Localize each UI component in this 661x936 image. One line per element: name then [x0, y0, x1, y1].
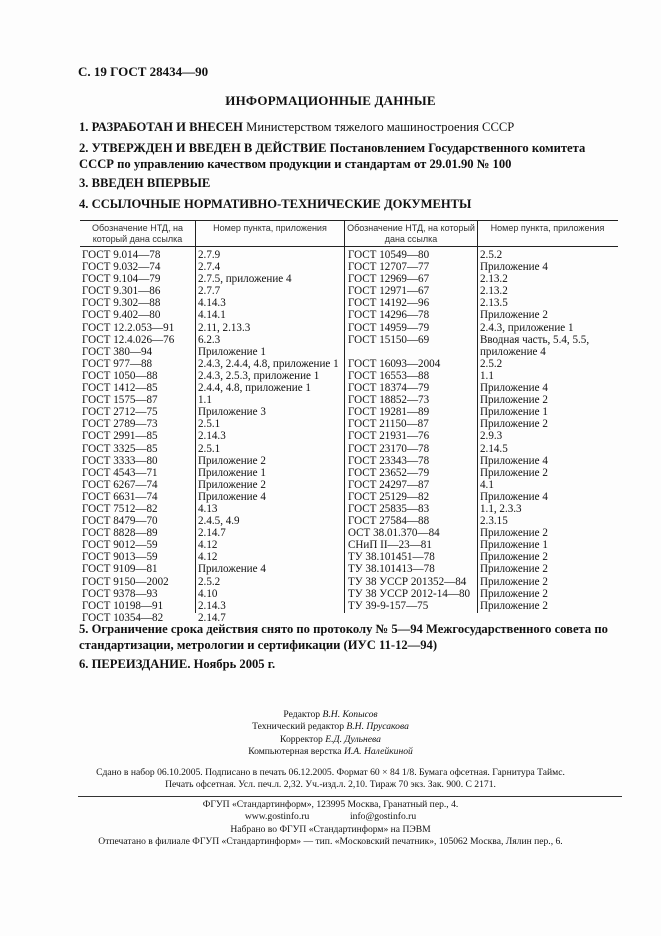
left-ntd-cell: ГОСТ 8479—70 — [82, 515, 158, 528]
right-item-cell: приложение 4 — [480, 345, 546, 358]
credit-role: Корректор — [280, 733, 323, 745]
left-item-cell: Приложение 2 — [198, 454, 266, 467]
right-ntd-cell: ТУ 38.101451—78 — [348, 551, 435, 564]
left-ntd-cell: ГОСТ 9150—2002 — [82, 575, 169, 588]
right-item-cell: Приложение 2 — [480, 418, 548, 431]
col-header-item-right: Номер пункта, приложения — [490, 223, 605, 233]
right-item-cell: Приложение 2 — [480, 599, 548, 612]
right-item-cell: 2.3.15 — [480, 515, 508, 528]
right-item-cell: Приложение 2 — [480, 575, 548, 588]
right-item-column — [480, 249, 589, 612]
left-item-cell: 2.5.1 — [198, 418, 221, 431]
right-item-cell: Приложение 2 — [480, 527, 548, 540]
left-item-column — [198, 249, 339, 624]
left-ntd-cell: ГОСТ 3325—85 — [82, 442, 158, 455]
right-item-cell: Приложение 2 — [480, 466, 548, 479]
right-item-cell: Приложение 4 — [480, 261, 548, 274]
right-item-cell: 4.1 — [480, 478, 494, 491]
item-6-number: 6. — [79, 657, 89, 671]
credits — [0, 709, 661, 759]
right-item-cell: Приложение 2 — [480, 563, 548, 576]
left-item-cell: Приложение 3 — [198, 406, 266, 419]
left-ntd-cell: ГОСТ 380—94 — [82, 345, 153, 358]
left-ntd-cell: ГОСТ 7512—82 — [82, 502, 158, 515]
left-ntd-cell: ГОСТ 9.014—78 — [82, 249, 161, 261]
left-ntd-cell: ГОСТ 8828—89 — [82, 527, 158, 540]
left-item-cell: Приложение 1 — [198, 345, 266, 358]
right-ntd-cell: ГОСТ 15150—69 — [348, 333, 430, 346]
right-ntd-cell: ГОСТ 12707—77 — [348, 261, 430, 274]
right-ntd-cell: ГОСТ 12971—67 — [348, 285, 430, 298]
right-ntd-cell: ГОСТ 18852—73 — [348, 394, 430, 407]
right-ntd-cell: ГОСТ 16553—88 — [348, 369, 430, 382]
right-ntd-cell: ОСТ 38.01.370—84 — [348, 527, 440, 540]
credit-name: И.А. Налейкиной — [343, 746, 413, 758]
right-ntd-cell: ГОСТ 12969—67 — [348, 273, 430, 286]
print-info-line-1: Сдано в набор 06.10.2005. Подписано в печать 06.12.2005. Формат 60 × 84 1/8. Бумага офсетная. Гарнитура Таймс. — [96, 767, 565, 778]
right-item-cell: Приложение 1 — [480, 406, 548, 419]
left-ntd-cell: ГОСТ 9.302—88 — [82, 297, 161, 310]
page-header: С. 19 ГОСТ 28434—90 — [78, 64, 209, 79]
item-2-bold: УТВЕРЖДЕН И ВВЕДЕН В ДЕЙСТВИЕ — [91, 141, 327, 155]
publisher-line-4: Отпечатано в филиале ФГУП «Стандартинформ» — тип. «Московский печатник», 105062 Москва, Лялин пер., 6. — [98, 836, 563, 848]
left-ntd-cell: ГОСТ 6267—74 — [82, 478, 158, 491]
left-ntd-cell: ГОСТ 10198—91 — [82, 599, 164, 612]
right-ntd-cell: ГОСТ 21150—87 — [348, 418, 429, 431]
left-ntd-cell: ГОСТ 9.104—79 — [82, 273, 161, 286]
left-item-cell: 2.11, 2.13.3 — [198, 321, 251, 334]
right-ntd-cell: ГОСТ 27584—88 — [348, 515, 430, 528]
left-ntd-cell: ГОСТ 9013—59 — [82, 551, 158, 564]
table-divider-1 — [195, 221, 196, 613]
left-ntd-cell: ГОСТ 4543—71 — [82, 466, 158, 479]
right-item-cell: Вводная часть, 5.4, 5.5, — [480, 333, 590, 346]
table-divider-2 — [344, 221, 345, 613]
left-item-cell: 2.14.3 — [198, 599, 226, 612]
right-ntd-cell: ТУ 38.101413—78 — [348, 563, 435, 576]
right-ntd-cell: ГОСТ 21931—76 — [348, 430, 430, 443]
credit-role: Редактор — [283, 709, 321, 720]
item-4-number: 4. — [79, 197, 89, 211]
right-item-cell: 2.13.5 — [480, 297, 508, 310]
table-divider-3 — [477, 221, 478, 613]
right-ntd-cell: ГОСТ 25129—82 — [348, 490, 430, 503]
left-ntd-cell: ГОСТ 6631—74 — [82, 490, 158, 503]
item-1-bold: РАЗРАБОТАН И ВНЕСЕН — [91, 120, 243, 134]
credit-role: Технический редактор — [252, 721, 344, 733]
right-item-cell: 2.14.5 — [480, 442, 508, 455]
left-ntd-cell: ГОСТ 9.032—74 — [82, 261, 161, 274]
credit-corrector — [0, 734, 661, 746]
left-ntd-cell: ГОСТ 977—88 — [82, 357, 153, 370]
right-item-cell: 1.1, 2.3.3 — [480, 502, 522, 515]
right-item-cell: Приложение 2 — [480, 309, 548, 322]
right-ntd-cell: ГОСТ 23343—78 — [348, 454, 430, 467]
item-5-number: 5. — [79, 622, 89, 636]
credit-name: В.Н. Прусакова — [346, 721, 409, 733]
publisher-line-1: ФГУП «Стандартинформ», 123995 Москва, Гранатный пер., 4. — [202, 799, 459, 810]
credit-editor — [0, 709, 661, 721]
left-item-cell: 4.14.3 — [198, 297, 226, 310]
left-ntd-cell: ГОСТ 2991—85 — [82, 430, 158, 443]
left-item-cell: 4.10 — [198, 587, 218, 600]
right-item-cell: 2.13.2 — [480, 285, 508, 298]
right-item-cell: 2.13.2 — [480, 273, 508, 286]
credit-role: Компьютерная верстка — [248, 746, 342, 758]
credit-name: В.Н. Копысов — [322, 709, 378, 720]
right-ntd-cell: ГОСТ 23170—78 — [348, 442, 430, 455]
left-item-cell: 2.7.5, приложение 4 — [198, 273, 292, 286]
left-item-cell: 2.4.3, 2.4.4, 4.8, приложение 1 — [198, 357, 339, 370]
left-item-cell: 2.4.3, 2.5.3, приложение 1 — [198, 369, 320, 382]
credit-tech-editor — [0, 721, 661, 733]
item-4 — [79, 197, 619, 213]
right-ntd-cell: ГОСТ 18374—79 — [348, 382, 430, 395]
item-1-number: 1. — [79, 120, 89, 134]
left-ntd-cell: ГОСТ 9109—81 — [82, 563, 158, 576]
right-ntd-cell: ГОСТ 14959—79 — [348, 321, 430, 334]
left-item-cell: Приложение 2 — [198, 478, 266, 491]
left-item-cell: 4.13 — [198, 502, 218, 515]
left-item-cell: 2.7.9 — [198, 249, 221, 261]
section-title: ИНФОРМАЦИОННЫЕ ДАННЫЕ — [225, 93, 436, 108]
references-table — [80, 220, 618, 624]
right-ntd-cell: ТУ 38 УССР 201352—84 — [348, 575, 467, 588]
right-item-cell: 2.4.3, приложение 1 — [480, 321, 574, 334]
right-ntd-cell: ГОСТ 23652—79 — [348, 466, 430, 479]
left-ntd-cell: ГОСТ 1050—88 — [82, 369, 158, 382]
item-1-text: Министерством тяжелого машиностроения СССР — [242, 120, 515, 134]
left-ntd-cell: ГОСТ 9.402—80 — [82, 309, 161, 322]
item-4-bold: ССЫЛОЧНЫЕ НОРМАТИВНО-ТЕХНИЧЕСКИЕ ДОКУМЕНТЫ — [91, 197, 472, 211]
right-ntd-cell: ГОСТ 14296—78 — [348, 309, 430, 322]
right-item-cell: Приложение 4 — [480, 454, 548, 467]
left-item-cell: 6.2.3 — [198, 333, 221, 346]
left-item-cell: 2.5.1 — [198, 442, 221, 455]
right-ntd-cell: ГОСТ 10549—80 — [348, 249, 430, 261]
left-item-cell: 4.14.1 — [198, 309, 226, 322]
right-ntd-column — [348, 249, 470, 612]
right-item-cell: Приложение 2 — [480, 551, 548, 564]
right-ntd-cell — [348, 346, 470, 358]
left-item-cell: 4.12 — [198, 551, 218, 564]
left-ntd-cell: ГОСТ 9012—59 — [82, 539, 158, 552]
right-ntd-cell: ТУ 39-9-157—75 — [348, 599, 429, 612]
left-ntd-cell: ГОСТ 12.2.053—91 — [82, 321, 175, 334]
left-ntd-cell: ГОСТ 9378—93 — [82, 587, 158, 600]
col-header-item-left: Номер пункта, приложения — [213, 223, 327, 233]
credit-layout — [0, 746, 661, 758]
right-ntd-cell: ТУ 38 УССР 2012-14—80 — [348, 587, 471, 600]
left-item-cell: 2.4.5, 4.9 — [198, 515, 240, 528]
left-ntd-cell: ГОСТ 12.4.026—76 — [82, 333, 175, 346]
right-item-cell: 2.9.3 — [480, 430, 503, 443]
right-ntd-cell: ГОСТ 14192—96 — [348, 297, 430, 310]
left-ntd-cell: ГОСТ 10354—82 — [82, 611, 164, 624]
col-header-ntd-left: Обозначение НТД, на который дана ссылка — [92, 223, 183, 244]
left-item-cell: 2.4.4, 4.8, приложение 1 — [198, 382, 311, 395]
print-info-line-2: Печать офсетная. Усл. печ.л. 2,32. Уч.-изд.л. 2,10. Тираж 70 экз. Зак. 900. С 2171. — [165, 779, 496, 791]
right-item-cell: Приложение 1 — [480, 539, 548, 552]
right-item-cell: 2.5.2 — [480, 357, 503, 370]
left-ntd-cell: ГОСТ 2789—73 — [82, 418, 158, 431]
left-item-cell: 2.14.7 — [198, 611, 226, 624]
right-item-cell: Приложение 4 — [480, 382, 548, 395]
footer-rule — [78, 796, 622, 797]
left-item-cell: 1.1 — [198, 394, 212, 407]
right-item-cell: 2.5.2 — [480, 249, 503, 261]
left-item-cell: 2.7.7 — [198, 285, 221, 298]
credit-name: Е.Д. Дульнева — [325, 733, 381, 745]
item-5 — [79, 622, 619, 653]
right-ntd-cell: ГОСТ 16093—2004 — [348, 357, 441, 370]
publisher-line-3: Набрано во ФГУП «Стандартинформ» на ПЭВМ — [230, 823, 431, 835]
item-3-bold: ВВЕДЕН ВПЕРВЫЕ — [91, 176, 211, 190]
item-1 — [79, 120, 619, 136]
item-3 — [79, 176, 619, 192]
left-ntd-cell: ГОСТ 3333—80 — [82, 454, 158, 467]
publisher-info — [0, 799, 661, 849]
right-item-cell: Приложение 2 — [480, 394, 548, 407]
right-ntd-cell: ГОСТ 25835—83 — [348, 502, 430, 515]
item-3-number: 3. — [79, 176, 89, 190]
left-item-cell: 2.7.4 — [198, 261, 221, 274]
item-6-text: ПЕРЕИЗДАНИЕ. Ноябрь 2005 г. — [91, 657, 276, 671]
left-item-cell: Приложение 4 — [198, 563, 266, 576]
item-2-number: 2. — [79, 141, 89, 155]
left-item-cell: 2.14.7 — [198, 527, 226, 540]
item-2-text: Постановлением Государственного комитета СССР по управлению качеством продукции и стандартам от 29.01.90 № 100 — [79, 141, 586, 171]
item-2 — [79, 141, 619, 172]
right-item-cell: Приложение 4 — [480, 490, 548, 503]
right-item-cell: 1.1 — [480, 369, 494, 382]
left-ntd-cell: ГОСТ 1412—85 — [82, 382, 158, 395]
table-header-rule — [80, 246, 618, 247]
left-item-cell: 4.12 — [198, 539, 218, 552]
right-ntd-cell: ГОСТ 19281—89 — [348, 406, 430, 419]
left-item-cell: Приложение 1 — [198, 466, 266, 479]
left-ntd-cell: ГОСТ 2712—75 — [82, 406, 158, 419]
right-item-cell: Приложение 2 — [480, 587, 548, 600]
left-item-cell: Приложение 4 — [198, 490, 266, 503]
left-item-cell: 2.5.2 — [198, 575, 221, 588]
left-ntd-column — [82, 249, 174, 624]
publisher-line-2: www.gostinfo.ru info@gostinfo.ru — [244, 811, 417, 823]
left-item-cell: 2.14.3 — [198, 430, 226, 443]
right-ntd-cell: СНиП II—23—81 — [348, 539, 432, 552]
left-ntd-cell: ГОСТ 1575—87 — [82, 394, 158, 407]
item-6 — [79, 657, 619, 673]
col-header-ntd-right: Обозначение НТД, на который дана ссылка — [347, 223, 475, 244]
item-5-text: Ограничение срока действия снято по протоколу № 5—94 Межгосударственного совета по стандартизации, метрологии и сертификации (ИУС 11-12—94) — [79, 622, 608, 652]
right-ntd-cell: ГОСТ 24297—87 — [348, 478, 430, 491]
print-info — [0, 767, 661, 792]
left-ntd-cell: ГОСТ 9.301—86 — [82, 285, 161, 298]
